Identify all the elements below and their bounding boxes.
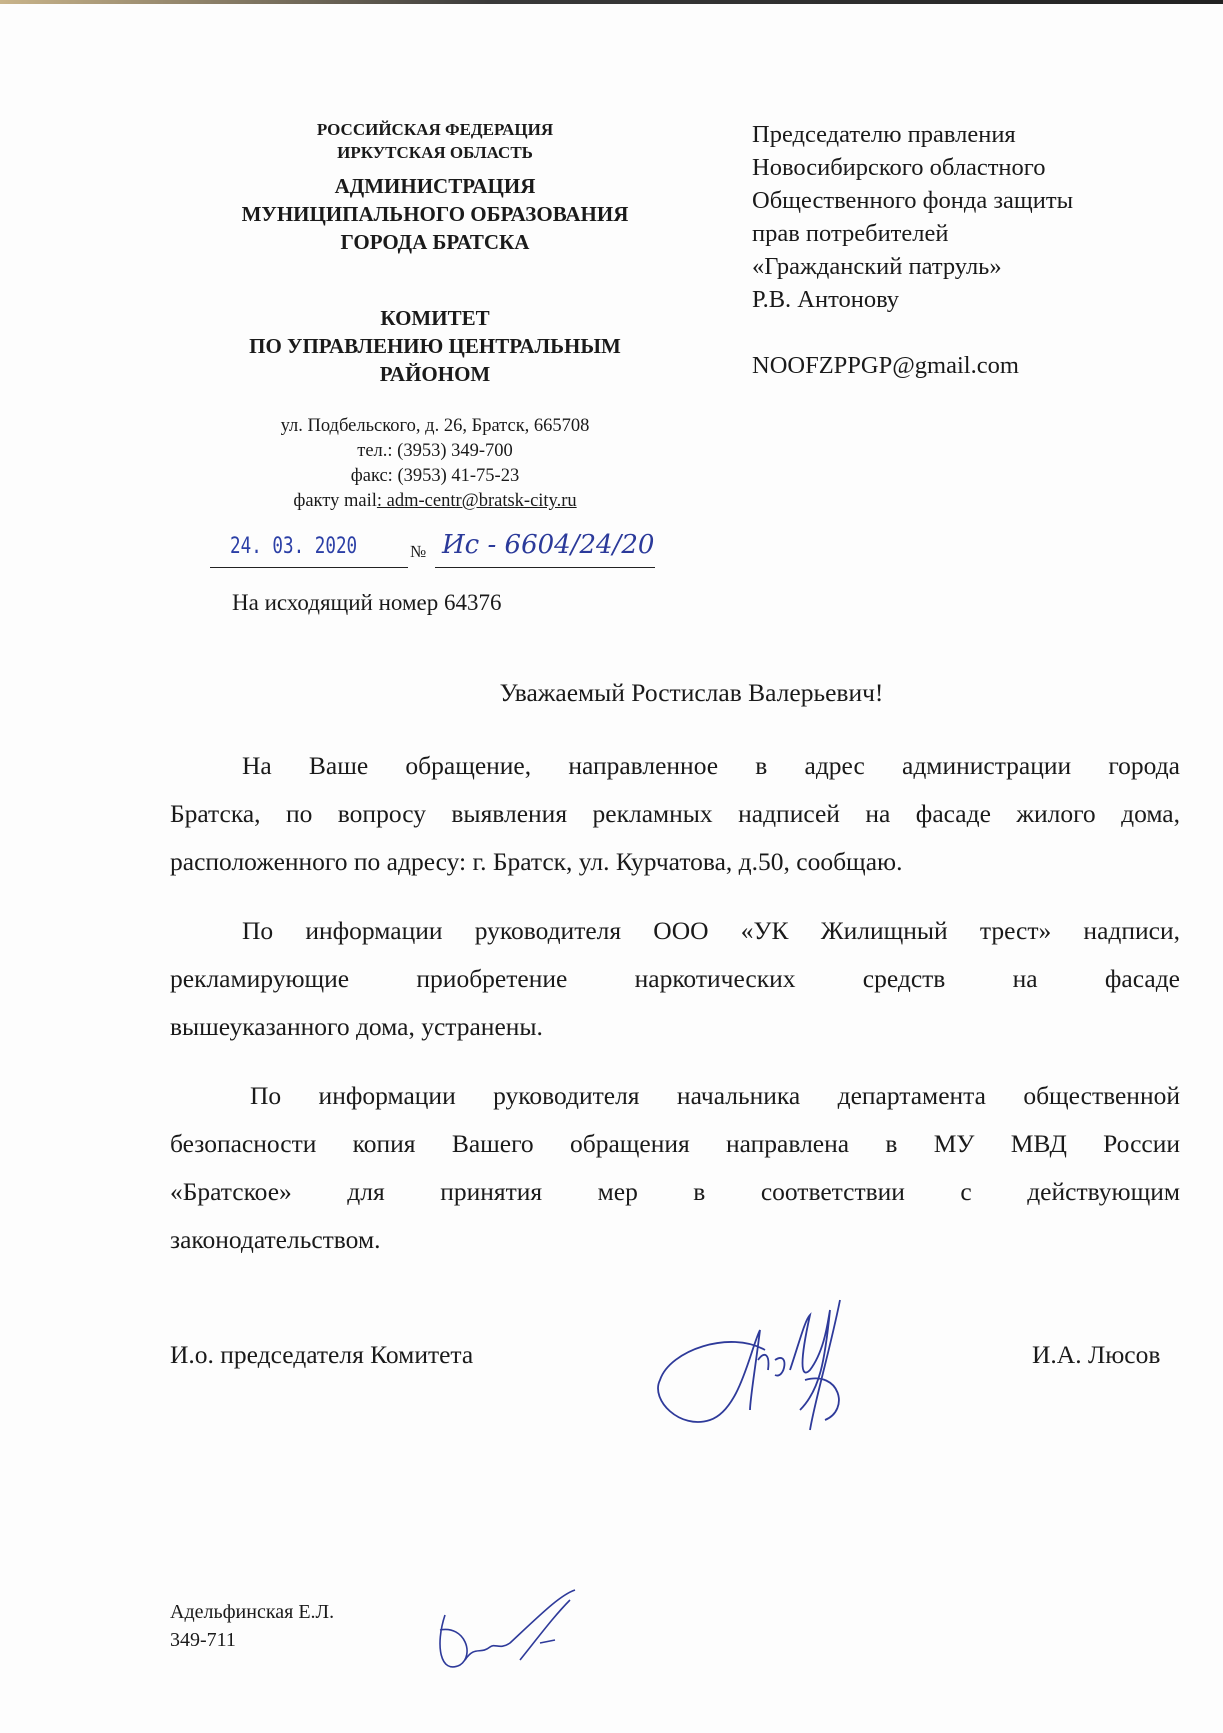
- text-line: По информации руководителя ООО «УК Жилищный трест» надписи,: [242, 916, 1180, 945]
- letter-number: Ис - 6604/24/20: [442, 530, 655, 560]
- header-state: [180, 118, 690, 164]
- text-line: рекламирующие приобретение наркотических средств на фасаде: [170, 964, 1180, 993]
- registration-stamp: [210, 528, 655, 568]
- committee-line: РАЙОНОМ: [379, 362, 491, 386]
- phone: тел.: (3953) 349-700: [357, 441, 513, 461]
- executor-phone: 349-711: [170, 1629, 236, 1651]
- text-line: На Ваше обращение, направленное в адрес администрации города: [242, 751, 1180, 780]
- recipient-line: Р.В. Антонову: [752, 286, 900, 313]
- text-line: законодательством.: [170, 1225, 381, 1254]
- country-name: РОССИЙСКАЯ ФЕДЕРАЦИЯ: [316, 120, 554, 139]
- paragraph-2: [170, 907, 1180, 1051]
- signatory-position: И.о. председателя Комитета: [170, 1340, 474, 1369]
- email-value: : adm-centr@bratsk-city.ru: [376, 491, 577, 511]
- paragraph-3: [170, 1072, 1180, 1264]
- admin-line: ГОРОДА БРАТСКА: [340, 230, 530, 254]
- executor-name: Адельфинская Е.Л.: [170, 1601, 335, 1623]
- recipient-line: Председателю правления: [752, 121, 1016, 148]
- header-admin: [180, 172, 690, 256]
- admin-line: АДМИНИСТРАЦИЯ: [334, 174, 536, 198]
- recipient-line: Общественного фонда защиты: [752, 187, 1074, 214]
- recipient-line: Новосибирского областного: [752, 154, 1046, 181]
- text-line: вышеуказанного дома, устранены.: [170, 1012, 543, 1041]
- executor-block: [170, 1598, 334, 1654]
- text-line: По информации руководителя начальника департамента общественной: [250, 1081, 1180, 1110]
- scan-edge: [0, 0, 1223, 4]
- text-line: расположенного по адресу: г. Братск, ул. Курчатова, д.50, сообщаю.: [170, 847, 903, 876]
- paragraph-1: [170, 742, 1180, 886]
- contact-block: [180, 414, 690, 514]
- email-label: факту mail: [293, 491, 377, 511]
- recipient-block: [752, 118, 1073, 382]
- admin-line: МУНИЦИПАЛЬНОГО ОБРАЗОВАНИЯ: [241, 202, 629, 226]
- recipient-line: прав потребителей: [752, 220, 949, 247]
- header-committee: [180, 304, 690, 388]
- recipient-email: NOOFZPPGP@gmail.com: [752, 352, 1019, 379]
- address: ул. Подбельского, д. 26, Братск, 665708: [280, 416, 590, 436]
- recipient-line: «Гражданский патруль»: [752, 253, 1002, 280]
- committee-line: ПО УПРАВЛЕНИЮ ЦЕНТРАЛЬНЫМ: [249, 334, 621, 358]
- fax: факс: (3953) 41-75-23: [350, 466, 520, 486]
- outgoing-reference: На исходящий номер 64376: [232, 590, 502, 615]
- greeting: Уважаемый Ростислав Валерьевич!: [499, 678, 884, 707]
- letter-date: 24. 03. 2020: [230, 534, 358, 559]
- text-line: «Братское» для принятия мер в соответствии с действующим: [170, 1177, 1180, 1206]
- signatory-name: И.А. Люсов: [1032, 1340, 1161, 1369]
- committee-line: КОМИТЕТ: [380, 306, 490, 330]
- signature-image: [650, 1290, 940, 1440]
- text-line: Братска, по вопросу выявления рекламных надписей на фасаде жилого дома,: [170, 799, 1180, 828]
- email-line: [180, 489, 690, 514]
- number-underline: [435, 567, 655, 568]
- executor-signature-image: [430, 1585, 590, 1685]
- region-name: ИРКУТСКАЯ ОБЛАСТЬ: [337, 143, 533, 162]
- number-sign: №: [410, 542, 427, 561]
- text-line: безопасности копия Вашего обращения направлена в МУ МВД России: [170, 1129, 1180, 1158]
- date-underline: [210, 567, 408, 568]
